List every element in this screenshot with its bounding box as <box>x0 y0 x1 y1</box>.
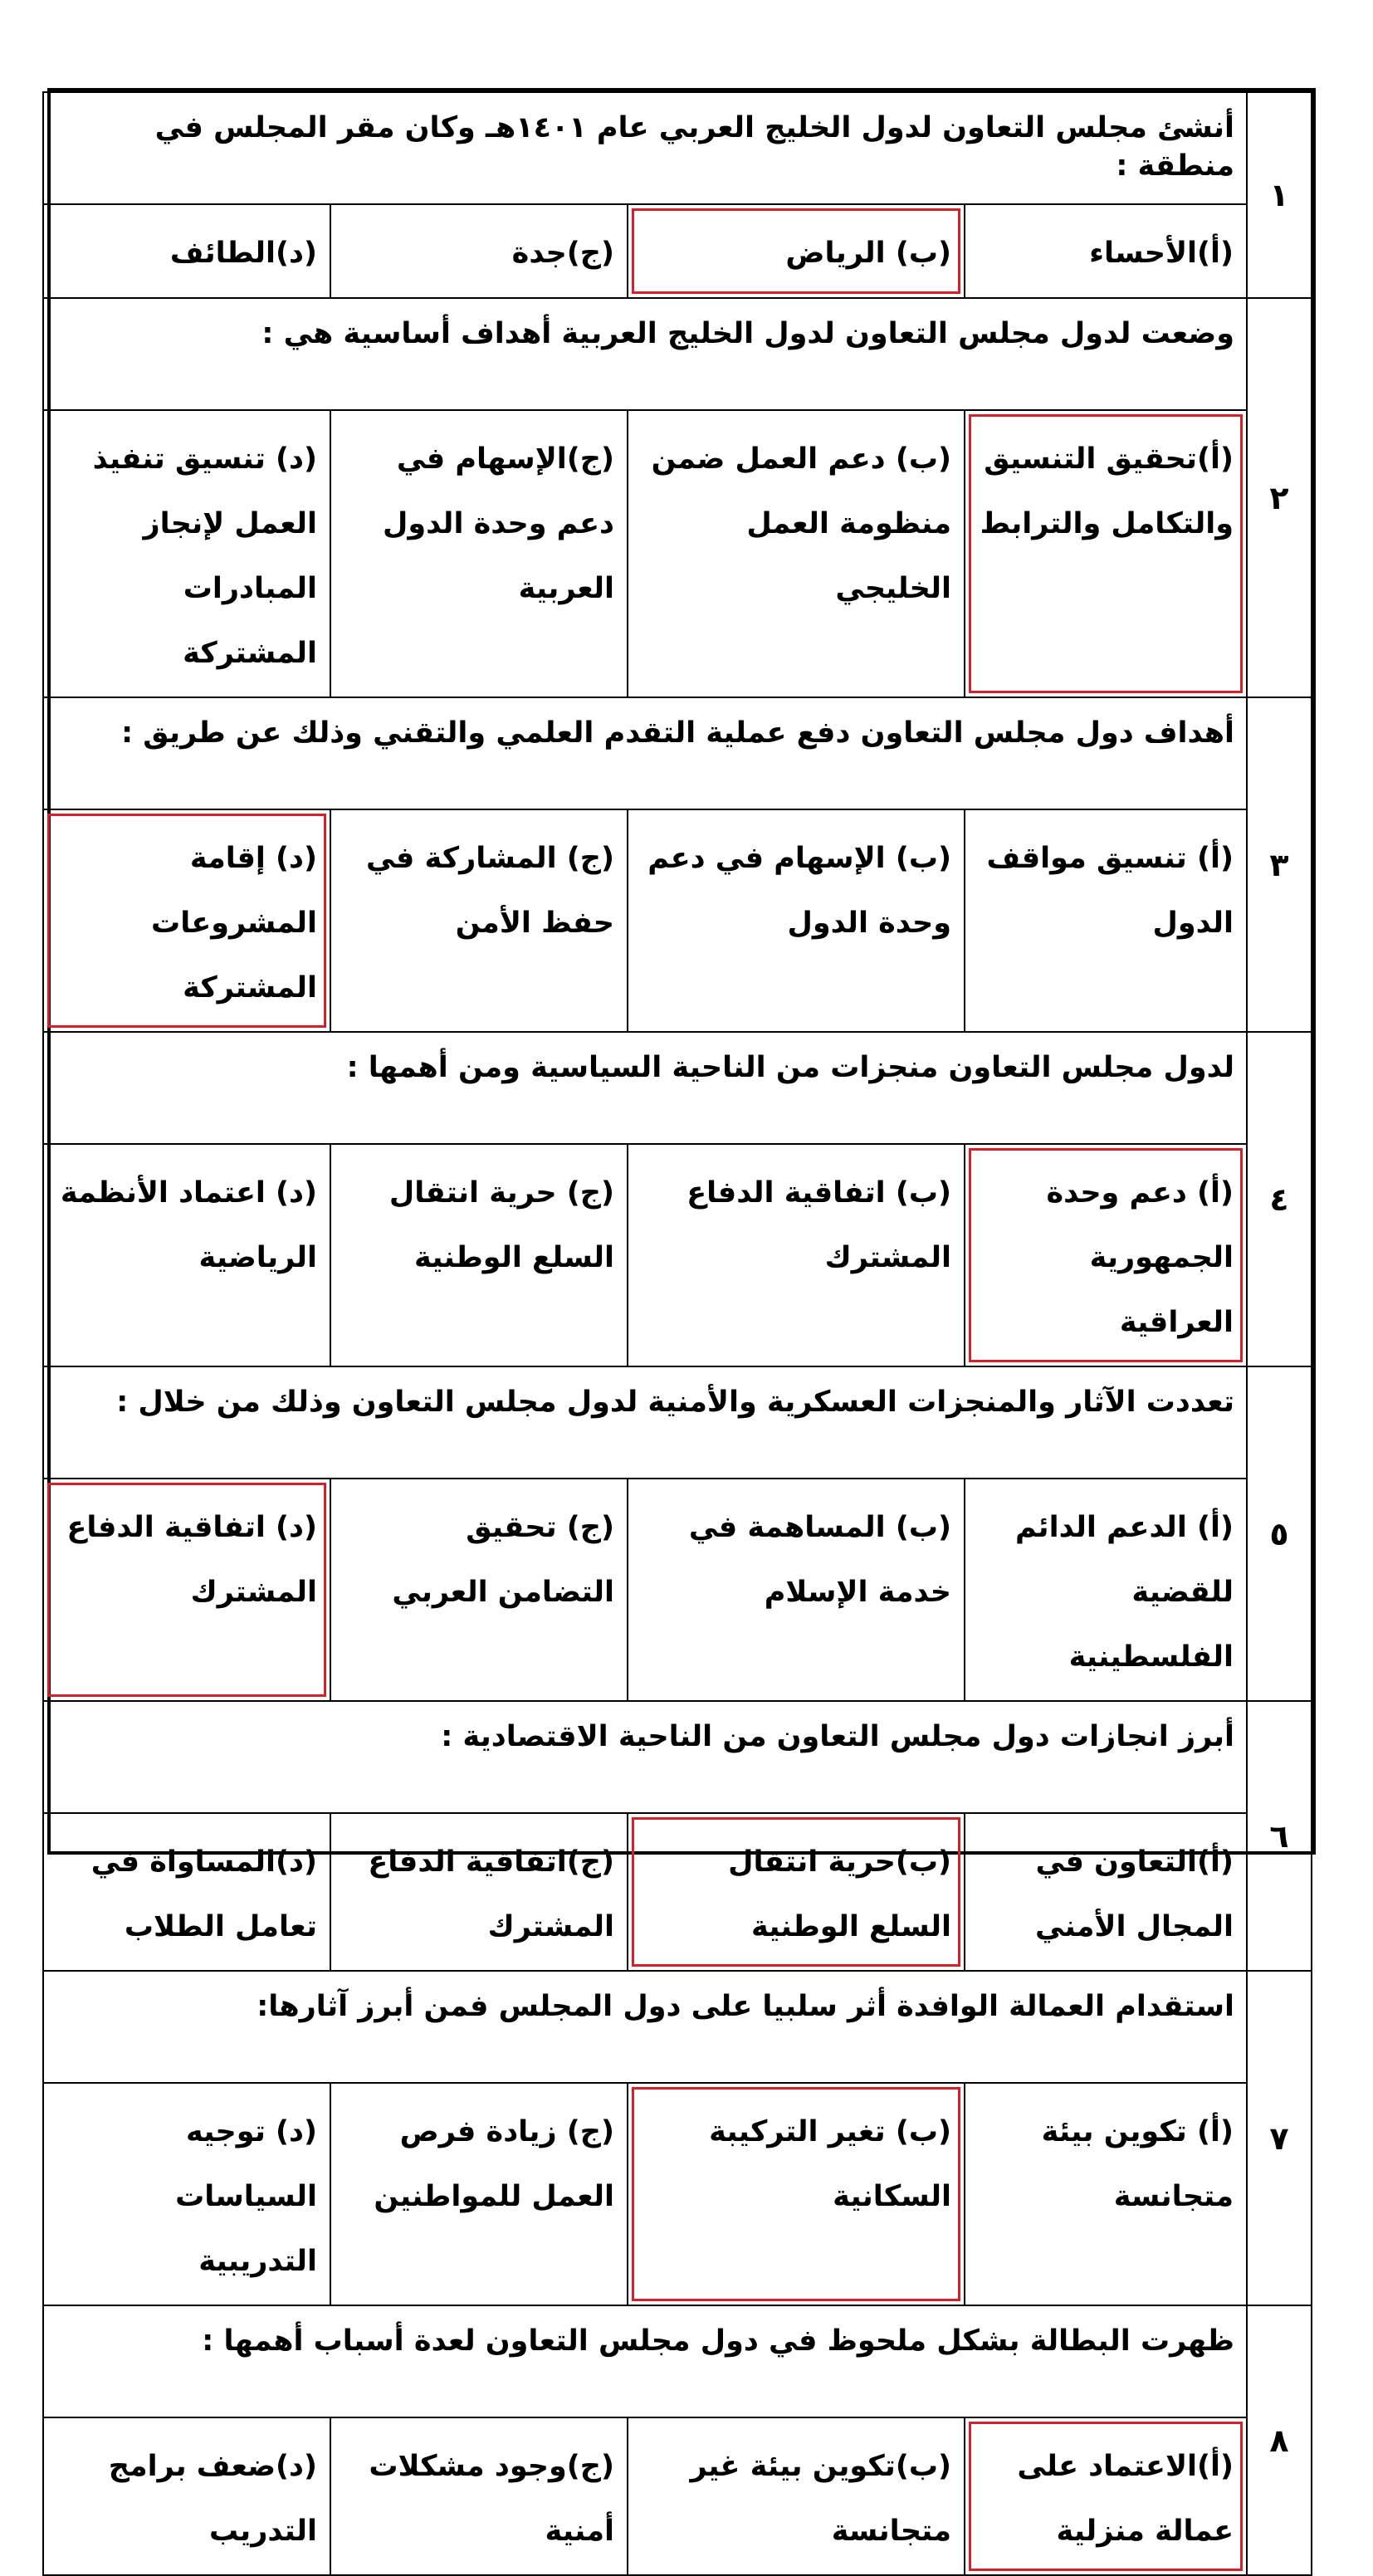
option-a-correct-answer[interactable]: (أ)الاعتماد على عمالة منزلية <box>969 2422 1243 2571</box>
option-c[interactable]: (ج) حرية انتقال السلع الوطنية <box>388 1176 614 1274</box>
options-row <box>43 809 1312 1032</box>
option-cell-d <box>43 1813 330 1971</box>
question-text: أبرز انجازات دول مجلس التعاون من الناحية الاقتصادية : <box>43 1701 1247 1813</box>
question-row <box>43 697 1312 809</box>
options-row <box>43 1479 1312 1701</box>
option-d[interactable]: (د) تنسيق تنفيذ العمل لإنجاز المبادرات المشتركة <box>92 442 317 670</box>
question-text: تعددت الآثار والمنجزات العسكرية والأمنية لدول مجلس التعاون وذلك من خلال : <box>43 1366 1247 1479</box>
option-c[interactable]: (ج) زيادة فرص العمل للمواطنين <box>374 2115 614 2213</box>
option-cell-b <box>628 1479 965 1701</box>
question-row <box>43 1971 1312 2083</box>
option-cell-b <box>628 410 965 697</box>
option-a[interactable]: (أ)الأحساء <box>1089 237 1234 270</box>
option-cell-c <box>330 2417 628 2575</box>
option-b[interactable]: (ب) دعم العمل ضمن منظومة العمل الخليجي <box>651 442 951 605</box>
question-row <box>43 298 1312 410</box>
option-cell-b <box>628 1813 965 1971</box>
question-number: ٧ <box>1247 1971 1312 2305</box>
option-cell-c <box>330 1479 628 1701</box>
option-cell-d <box>43 2417 330 2575</box>
option-d-correct-answer[interactable]: (د) اتفاقية الدفاع المشترك <box>47 1483 326 1697</box>
option-c[interactable]: (ج)وجود مشكلات أمنية <box>369 2450 614 2548</box>
option-d[interactable]: (د)المساواة في تعامل الطلاب <box>90 1845 317 1943</box>
option-b-correct-answer[interactable]: (ب)حرية انتقال السلع الوطنية <box>632 1817 960 1967</box>
option-b-correct-answer[interactable]: (ب) الرياض <box>632 208 960 294</box>
options-row <box>43 1144 1312 1366</box>
option-b[interactable]: (ب) الإسهام في دعم وحدة الدول <box>647 842 951 940</box>
quiz-sheet <box>47 88 1316 2548</box>
question-number: ١ <box>1247 92 1312 298</box>
option-b[interactable]: (ب) المساهمة في خدمة الإسلام <box>688 1511 951 1609</box>
option-c[interactable]: (ج) المشاركة في حفظ الأمن <box>365 842 614 940</box>
option-a[interactable]: (أ) الدعم الدائم للقضية الفلسطينية <box>1014 1511 1234 1674</box>
option-c[interactable]: (ج)جدة <box>511 237 614 270</box>
option-cell-a <box>965 1813 1247 1971</box>
options-row <box>43 2083 1312 2305</box>
question-number: ٨ <box>1247 2305 1312 2575</box>
option-cell-b <box>628 2083 965 2305</box>
question-text: أهداف دول مجلس التعاون دفع عملية التقدم العلمي والتقني وذلك عن طريق : <box>43 697 1247 809</box>
option-cell-c <box>330 809 628 1032</box>
option-a[interactable]: (أ) تنسيق مواقف الدول <box>986 842 1234 940</box>
option-cell-c <box>330 410 628 697</box>
question-text: ظهرت البطالة بشكل ملحوظ في دول مجلس التعاون لعدة أسباب أهمها : <box>43 2305 1247 2417</box>
option-d[interactable]: (د) توجيه السياسات التدريبية <box>175 2115 317 2278</box>
option-cell-a <box>965 410 1247 697</box>
option-cell-b <box>628 1144 965 1366</box>
options-row <box>43 410 1312 697</box>
question-row <box>43 1366 1312 1479</box>
question-row <box>43 1032 1312 1144</box>
option-cell-d <box>43 1144 330 1366</box>
option-d[interactable]: (د) اعتماد الأنظمة الرياضية <box>60 1176 317 1274</box>
option-cell-d <box>43 410 330 697</box>
option-b[interactable]: (ب) اتفاقية الدفاع المشترك <box>686 1176 951 1274</box>
option-cell-b <box>628 204 965 298</box>
option-a-correct-answer[interactable]: (أ)تحقيق التنسيق والتكامل والترابط <box>969 414 1243 693</box>
option-cell-d <box>43 809 330 1032</box>
option-cell-d <box>43 2083 330 2305</box>
option-cell-a <box>965 204 1247 298</box>
option-cell-c <box>330 2083 628 2305</box>
option-cell-a <box>965 1144 1247 1366</box>
option-d[interactable]: (د)الطائف <box>169 237 317 270</box>
option-cell-d <box>43 204 330 298</box>
question-row <box>43 92 1312 204</box>
option-cell-c <box>330 204 628 298</box>
question-text: أنشئ مجلس التعاون لدول الخليج العربي عام ١٤٠١هـ وكان مقر المجلس في منطقة : <box>43 92 1247 204</box>
option-cell-c <box>330 1144 628 1366</box>
quiz-table <box>42 91 1312 2576</box>
option-cell-a <box>965 2083 1247 2305</box>
option-cell-b <box>628 809 965 1032</box>
option-d[interactable]: (د)ضعف برامج التدريب <box>108 2450 317 2548</box>
option-cell-c <box>330 1813 628 1971</box>
option-b-correct-answer[interactable]: (ب) تغير التركيبة السكانية <box>632 2087 960 2301</box>
option-cell-a <box>965 809 1247 1032</box>
question-number: ٤ <box>1247 1032 1312 1366</box>
option-a[interactable]: (أ)التعاون في المجال الأمني <box>1035 1845 1234 1943</box>
option-cell-d <box>43 1479 330 1701</box>
option-cell-a <box>965 2417 1247 2575</box>
option-a-correct-answer[interactable]: (أ) دعم وحدة الجمهورية العراقية <box>969 1148 1243 1362</box>
option-c[interactable]: (ج)الإسهام في دعم وحدة الدول العربية <box>382 442 614 605</box>
question-row <box>43 1701 1312 1813</box>
question-text: استقدام العمالة الوافدة أثر سلبيا على دول المجلس فمن أبرز آثارها: <box>43 1971 1247 2083</box>
question-number: ٣ <box>1247 697 1312 1032</box>
options-row <box>43 1813 1312 1971</box>
option-cell-b <box>628 2417 965 2575</box>
options-row <box>43 204 1312 298</box>
option-b[interactable]: (ب)تكوين بيئة غير متجانسة <box>690 2450 951 2548</box>
options-row <box>43 2417 1312 2575</box>
question-number: ٥ <box>1247 1366 1312 1701</box>
option-cell-a <box>965 1479 1247 1701</box>
option-c[interactable]: (ج)اتفاقية الدفاع المشترك <box>368 1845 614 1943</box>
option-d-correct-answer[interactable]: (د) إقامة المشروعات المشتركة <box>47 814 326 1028</box>
question-text: لدول مجلس التعاون منجزات من الناحية السياسية ومن أهمها : <box>43 1032 1247 1144</box>
question-text: وضعت لدول مجلس التعاون لدول الخليج العربية أهداف أساسية هي : <box>43 298 1247 410</box>
question-number: ٦ <box>1247 1701 1312 1971</box>
question-row <box>43 2305 1312 2417</box>
question-number: ٢ <box>1247 298 1312 697</box>
option-c[interactable]: (ج) تحقيق التضامن العربي <box>392 1511 614 1609</box>
option-a[interactable]: (أ) تكوين بيئة متجانسة <box>1041 2115 1234 2213</box>
